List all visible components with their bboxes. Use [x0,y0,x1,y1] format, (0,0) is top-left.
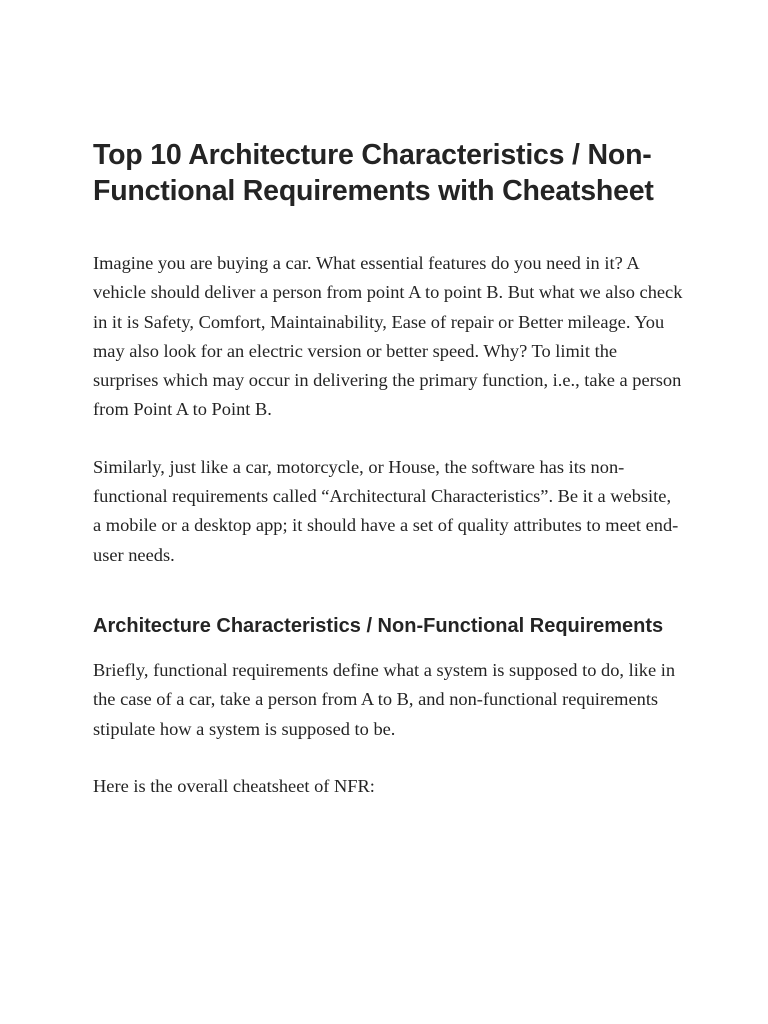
article-title: Top 10 Architecture Characteristics / Non-Functional Requirements with Cheatsheet [93,139,654,207]
intro-paragraph: Imagine you are buying a car. What essential features do you need in it? A vehicle should deliver a person from point A to point B. But what we also check in it is Safety, Comfort, Maintainability, Ease of repair or Better mileage. You may also look for an electric version or better speed. Why? To limit the surprises which may occur in delivering the primary function, i.e., take a person from Point A to Point B. [93,253,683,420]
cheatsheet-intro-paragraph: Here is the overall cheatsheet of NFR: [93,775,375,796]
functional-requirements-paragraph: Briefly, functional requirements define what a system is supposed to do, like in the case of a car, take a person from A to B, and non-functional requirements stipulate how a system is supposed to be. [93,659,676,739]
software-paragraph: Similarly, just like a car, motorcycle, or House, the software has its non-functional requirements called “Architectural Characteristics”. Be it a website, a mobile or a desktop app; it should have a set of quality attributes to meet end-user needs. [93,456,679,565]
section-heading: Architecture Characteristics / Non-Functional Requirements [93,614,664,637]
article [93,128,683,801]
